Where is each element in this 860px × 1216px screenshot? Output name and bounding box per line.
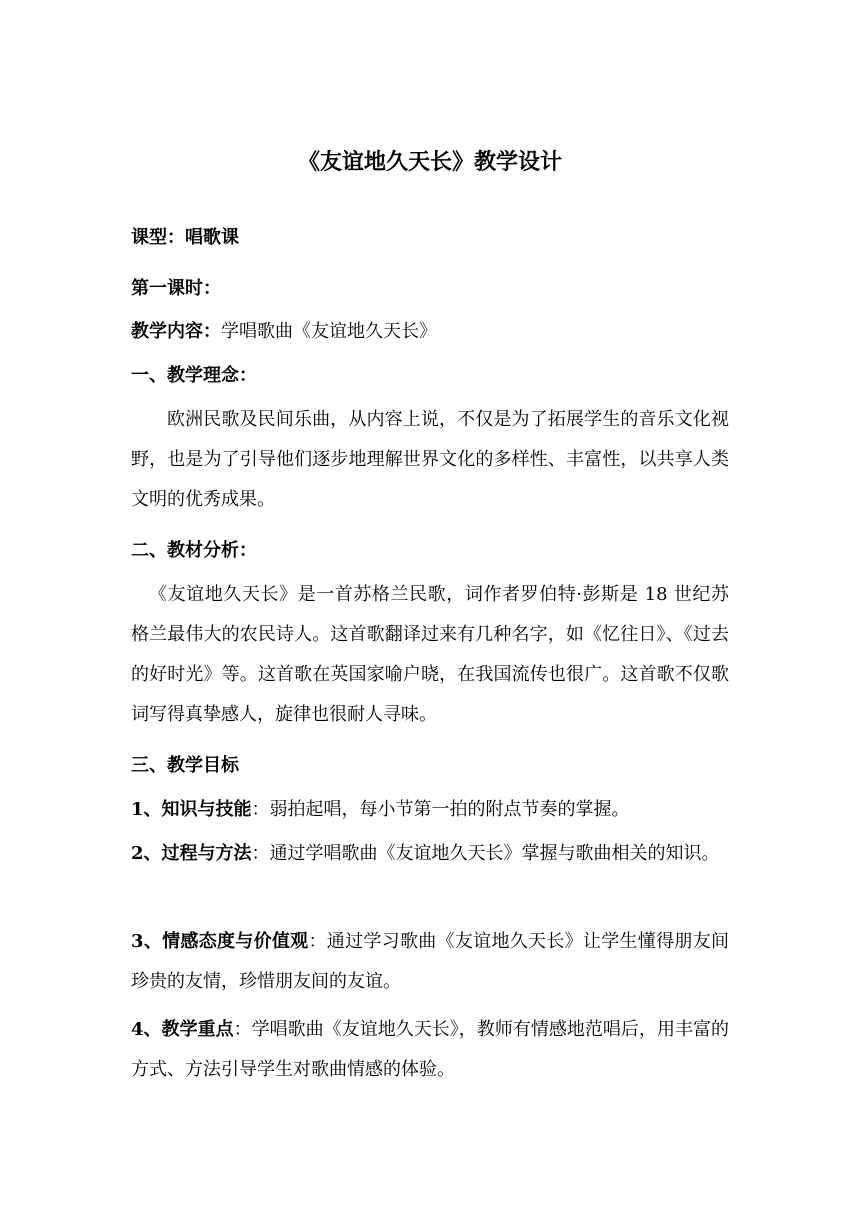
goal-item-4-text: ：学唱歌曲《友谊地久天长》，教师有情感地范唱后，用丰富的方式、方法引导学生对歌曲情感的体验。 [131, 1019, 729, 1080]
goal-item-4 [131, 1010, 729, 1090]
goal-item-4-label: 4、教学重点 [131, 1019, 234, 1040]
section-heading-philosophy: 一、教学理念： [131, 365, 257, 386]
teaching-content [131, 312, 729, 352]
lesson-period: 第一课时： [131, 278, 221, 299]
goal-item-3-label: 3、情感态度与价值观 [131, 931, 309, 952]
goal-item-2-label: 2、过程与方法 [131, 843, 252, 864]
section-heading-goals: 三、教学目标 [131, 755, 239, 776]
teaching-content-label: 教学内容： [131, 321, 221, 342]
lesson-type: 课型：唱歌课 [131, 227, 239, 248]
goal-item-2-text: ：通过学唱歌曲《友谊地久天长》掌握与歌曲相关的知识。 [251, 843, 720, 864]
section-heading-analysis: 二、教材分析： [131, 540, 257, 561]
document-title: 《友谊地久天长》教学设计 [297, 149, 562, 175]
goal-item-1-label: 1、知识与技能 [131, 799, 252, 820]
goal-item-1 [131, 790, 729, 830]
goal-item-3 [131, 922, 729, 1002]
goal-item-3-text: ：通过学习歌曲《友谊地久天长》让学生懂得朋友间珍贵的友情，珍惜朋友间的友谊。 [131, 931, 729, 992]
goal-item-2 [131, 834, 729, 874]
teaching-content-text: 学唱歌曲《友谊地久天长》 [221, 321, 437, 342]
section-body-philosophy: 欧洲民歌及民间乐曲，从内容上说，不仅是为了拓展学生的音乐文化视野，也是为了引导他们逐步地理解世界文化的多样性、丰富性，以共享人类文明的优秀成果。 [131, 409, 729, 510]
section-body-analysis: 《友谊地久天长》是一首苏格兰民歌，词作者罗伯特·彭斯是 18 世纪苏格兰最伟大的农民诗人。这首歌翻译过来有几种名字，如《忆往日》、《过去的好时光》等。这首歌在英国家喻户晓，在我国流传也很广。这首歌不仅歌词写得真挚感人，旋律也很耐人寻味。 [131, 584, 729, 725]
goal-item-1-text: ：弱拍起唱，每小节第一拍的附点节奏的掌握。 [251, 799, 630, 820]
